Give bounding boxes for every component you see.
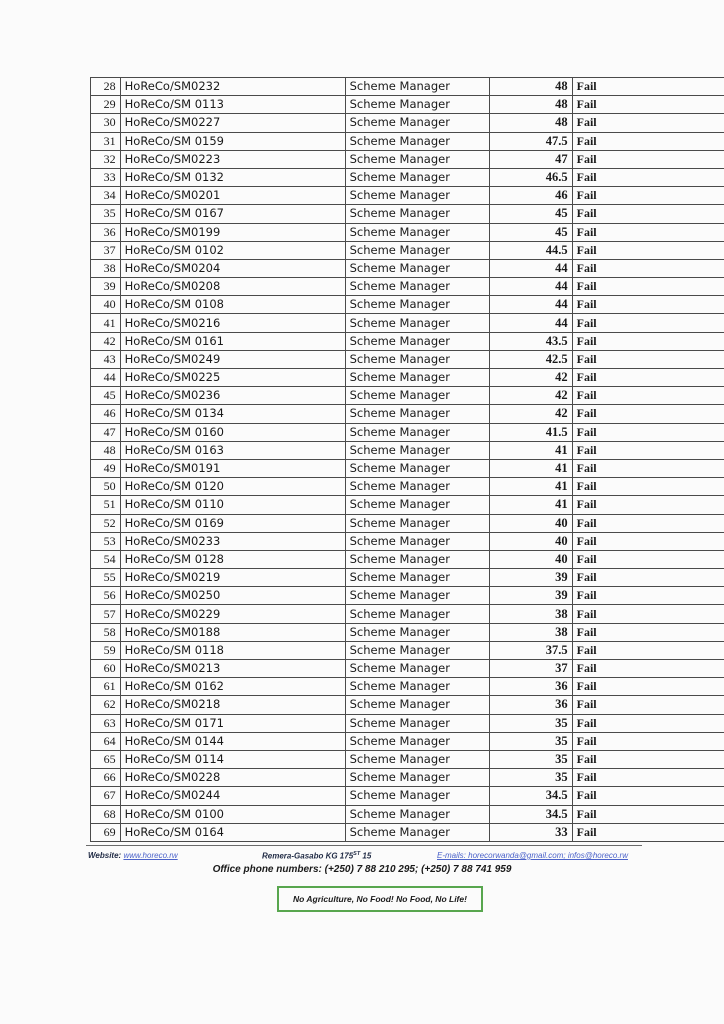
position-cell: Scheme Manager [345,132,489,150]
table-row [91,532,724,550]
result-cell: Fail [572,168,724,186]
candidate-code-cell: HoReCo/SM0233 [120,532,345,550]
position-cell: Scheme Manager [345,587,489,605]
score-cell: 40 [489,532,572,550]
score-cell: 39 [489,569,572,587]
position-cell: Scheme Manager [345,459,489,477]
position-cell: Scheme Manager [345,550,489,568]
footer-website [88,851,178,860]
row-number-cell: 53 [91,532,121,550]
table-row [91,696,724,714]
position-cell: Scheme Manager [345,150,489,168]
score-cell: 42.5 [489,350,572,368]
row-number-cell: 66 [91,769,121,787]
address-suffix: 15 [360,851,372,861]
position-cell: Scheme Manager [345,278,489,296]
candidate-code-cell: HoReCo/SM0213 [120,660,345,678]
table-row [91,641,724,659]
table-row [91,787,724,805]
candidate-code-cell: HoReCo/SM0201 [120,187,345,205]
row-number-cell: 36 [91,223,121,241]
position-cell: Scheme Manager [345,714,489,732]
result-cell: Fail [572,187,724,205]
row-number-cell: 61 [91,678,121,696]
result-cell: Fail [572,532,724,550]
result-cell: Fail [572,569,724,587]
result-cell: Fail [572,823,724,841]
score-cell: 37 [489,660,572,678]
candidate-code-cell: HoReCo/SM0188 [120,623,345,641]
table-row [91,441,724,459]
position-cell: Scheme Manager [345,223,489,241]
table-row [91,714,724,732]
position-cell: Scheme Manager [345,732,489,750]
position-cell: Scheme Manager [345,350,489,368]
table-row [91,587,724,605]
table-row [91,132,724,150]
position-cell: Scheme Manager [345,787,489,805]
table-row [91,150,724,168]
row-number-cell: 55 [91,569,121,587]
address-superscript: ST [353,851,361,857]
result-cell: Fail [572,223,724,241]
score-cell: 35 [489,714,572,732]
table-row [91,732,724,750]
motto-box [277,886,483,912]
candidate-code-cell: HoReCo/SM 0132 [120,168,345,186]
row-number-cell: 67 [91,787,121,805]
position-cell: Scheme Manager [345,823,489,841]
table-row [91,78,724,96]
candidate-code-cell: HoReCo/SM0227 [120,114,345,132]
candidate-code-cell: HoReCo/SM 0114 [120,750,345,768]
row-number-cell: 47 [91,423,121,441]
score-cell: 36 [489,696,572,714]
row-number-cell: 52 [91,514,121,532]
candidate-code-cell: HoReCo/SM 0159 [120,132,345,150]
score-cell: 44.5 [489,241,572,259]
score-cell: 41.5 [489,423,572,441]
website-link[interactable]: www.horeco.rw [123,851,178,860]
row-number-cell: 56 [91,587,121,605]
candidate-code-cell: HoReCo/SM 0144 [120,732,345,750]
candidate-code-cell: HoReCo/SM 0169 [120,514,345,532]
table-row [91,387,724,405]
result-cell: Fail [572,714,724,732]
table-row [91,569,724,587]
row-number-cell: 30 [91,114,121,132]
result-cell: Fail [572,496,724,514]
position-cell: Scheme Manager [345,569,489,587]
score-cell: 34.5 [489,805,572,823]
table-row [91,223,724,241]
position-cell: Scheme Manager [345,96,489,114]
candidate-code-cell: HoReCo/SM 0167 [120,205,345,223]
row-number-cell: 34 [91,187,121,205]
result-cell: Fail [572,278,724,296]
candidate-code-cell: HoReCo/SM0229 [120,605,345,623]
table-row [91,459,724,477]
candidate-code-cell: HoReCo/SM0199 [120,223,345,241]
position-cell: Scheme Manager [345,241,489,259]
result-cell: Fail [572,241,724,259]
result-cell: Fail [572,332,724,350]
result-cell: Fail [572,678,724,696]
row-number-cell: 44 [91,369,121,387]
result-cell: Fail [572,314,724,332]
score-cell: 42 [489,387,572,405]
result-cell: Fail [572,478,724,496]
candidate-code-cell: HoReCo/SM 0120 [120,478,345,496]
position-cell: Scheme Manager [345,296,489,314]
candidate-code-cell: HoReCo/SM 0162 [120,678,345,696]
position-cell: Scheme Manager [345,696,489,714]
row-number-cell: 37 [91,241,121,259]
footer-emails [437,851,628,860]
result-cell: Fail [572,405,724,423]
candidate-code-cell: HoReCo/SM0236 [120,387,345,405]
result-cell: Fail [572,550,724,568]
candidate-code-cell: HoReCo/SM 0128 [120,550,345,568]
position-cell: Scheme Manager [345,78,489,96]
position-cell: Scheme Manager [345,259,489,277]
candidate-code-cell: HoReCo/SM 0161 [120,332,345,350]
table-row [91,496,724,514]
score-cell: 47.5 [489,132,572,150]
position-cell: Scheme Manager [345,168,489,186]
table-row [91,296,724,314]
table-row [91,369,724,387]
result-cell: Fail [572,114,724,132]
score-cell: 45 [489,205,572,223]
score-cell: 35 [489,750,572,768]
table-row [91,660,724,678]
row-number-cell: 64 [91,732,121,750]
score-cell: 35 [489,732,572,750]
position-cell: Scheme Manager [345,369,489,387]
result-cell: Fail [572,259,724,277]
candidate-code-cell: HoReCo/SM0249 [120,350,345,368]
result-cell: Fail [572,423,724,441]
position-cell: Scheme Manager [345,387,489,405]
result-cell: Fail [572,787,724,805]
footer-divider [86,845,642,846]
candidate-code-cell: HoReCo/SM0225 [120,369,345,387]
candidate-code-cell: HoReCo/SM 0163 [120,441,345,459]
row-number-cell: 58 [91,623,121,641]
result-cell: Fail [572,587,724,605]
result-cell: Fail [572,296,724,314]
score-cell: 46.5 [489,168,572,186]
table-row [91,96,724,114]
result-cell: Fail [572,805,724,823]
score-cell: 41 [489,478,572,496]
row-number-cell: 29 [91,96,121,114]
position-cell: Scheme Manager [345,805,489,823]
address-prefix: Remera-Gasabo KG 175 [262,851,354,861]
result-cell: Fail [572,732,724,750]
table-row [91,405,724,423]
position-cell: Scheme Manager [345,423,489,441]
footer-address [262,851,371,861]
candidate-code-cell: HoReCo/SM0219 [120,569,345,587]
row-number-cell: 50 [91,478,121,496]
score-cell: 40 [489,514,572,532]
position-cell: Scheme Manager [345,496,489,514]
table-row [91,114,724,132]
row-number-cell: 60 [91,660,121,678]
row-number-cell: 43 [91,350,121,368]
table-row [91,278,724,296]
candidate-code-cell: HoReCo/SM 0134 [120,405,345,423]
row-number-cell: 31 [91,132,121,150]
candidate-code-cell: HoReCo/SM 0113 [120,96,345,114]
website-label: Website: [88,851,122,860]
candidate-code-cell: HoReCo/SM 0108 [120,296,345,314]
score-cell: 44 [489,278,572,296]
result-cell: Fail [572,696,724,714]
candidate-code-cell: HoReCo/SM0232 [120,78,345,96]
row-number-cell: 42 [91,332,121,350]
row-number-cell: 63 [91,714,121,732]
table-row [91,314,724,332]
row-number-cell: 45 [91,387,121,405]
position-cell: Scheme Manager [345,478,489,496]
row-number-cell: 59 [91,641,121,659]
office-phone-numbers: Office phone numbers: (+250) 7 88 210 295; (+250) 7 88 741 959 [212,864,512,875]
row-number-cell: 48 [91,441,121,459]
candidate-code-cell: HoReCo/SM0204 [120,259,345,277]
row-number-cell: 49 [91,459,121,477]
score-cell: 48 [489,114,572,132]
score-cell: 42 [489,369,572,387]
candidate-code-cell: HoReCo/SM0223 [120,150,345,168]
candidate-code-cell: HoReCo/SM0244 [120,787,345,805]
candidate-code-cell: HoReCo/SM 0100 [120,805,345,823]
table-row [91,332,724,350]
candidate-code-cell: HoReCo/SM0191 [120,459,345,477]
result-cell: Fail [572,350,724,368]
result-cell: Fail [572,769,724,787]
table-row [91,514,724,532]
score-cell: 37.5 [489,641,572,659]
table-row [91,678,724,696]
result-cell: Fail [572,623,724,641]
candidate-code-cell: HoReCo/SM0216 [120,314,345,332]
score-cell: 44 [489,314,572,332]
row-number-cell: 54 [91,550,121,568]
result-cell: Fail [572,605,724,623]
row-number-cell: 65 [91,750,121,768]
row-number-cell: 69 [91,823,121,841]
score-cell: 40 [489,550,572,568]
row-number-cell: 28 [91,78,121,96]
position-cell: Scheme Manager [345,605,489,623]
candidate-code-cell: HoReCo/SM 0160 [120,423,345,441]
position-cell: Scheme Manager [345,405,489,423]
candidate-code-cell: HoReCo/SM0250 [120,587,345,605]
score-cell: 41 [489,459,572,477]
score-cell: 34.5 [489,787,572,805]
table-row [91,769,724,787]
result-cell: Fail [572,641,724,659]
position-cell: Scheme Manager [345,678,489,696]
score-cell: 35 [489,769,572,787]
score-cell: 42 [489,405,572,423]
score-cell: 48 [489,96,572,114]
table-row [91,550,724,568]
table-row [91,823,724,841]
score-cell: 41 [489,441,572,459]
row-number-cell: 32 [91,150,121,168]
score-cell: 47 [489,150,572,168]
candidate-code-cell: HoReCo/SM0228 [120,769,345,787]
result-cell: Fail [572,459,724,477]
candidate-code-cell: HoReCo/SM 0118 [120,641,345,659]
score-cell: 41 [489,496,572,514]
position-cell: Scheme Manager [345,114,489,132]
position-cell: Scheme Manager [345,205,489,223]
result-cell: Fail [572,387,724,405]
results-table-body [91,78,724,842]
position-cell: Scheme Manager [345,769,489,787]
row-number-cell: 68 [91,805,121,823]
row-number-cell: 62 [91,696,121,714]
position-cell: Scheme Manager [345,750,489,768]
table-row [91,168,724,186]
position-cell: Scheme Manager [345,314,489,332]
score-cell: 38 [489,605,572,623]
result-cell: Fail [572,660,724,678]
position-cell: Scheme Manager [345,623,489,641]
score-cell: 39 [489,587,572,605]
results-table [90,77,724,842]
candidate-code-cell: HoReCo/SM 0171 [120,714,345,732]
candidate-code-cell: HoReCo/SM0218 [120,696,345,714]
table-row [91,187,724,205]
table-row [91,259,724,277]
row-number-cell: 46 [91,405,121,423]
row-number-cell: 38 [91,259,121,277]
result-cell: Fail [572,441,724,459]
score-cell: 38 [489,623,572,641]
position-cell: Scheme Manager [345,532,489,550]
score-cell: 43.5 [489,332,572,350]
candidate-code-cell: HoReCo/SM 0164 [120,823,345,841]
emails-link[interactable]: E-mails: horecorwanda@gmail.com; infos@horeco.rw [437,851,628,860]
result-cell: Fail [572,96,724,114]
row-number-cell: 51 [91,496,121,514]
table-row [91,605,724,623]
result-cell: Fail [572,514,724,532]
result-cell: Fail [572,205,724,223]
position-cell: Scheme Manager [345,332,489,350]
result-cell: Fail [572,132,724,150]
row-number-cell: 35 [91,205,121,223]
position-cell: Scheme Manager [345,660,489,678]
table-row [91,750,724,768]
candidate-code-cell: HoReCo/SM 0102 [120,241,345,259]
score-cell: 46 [489,187,572,205]
score-cell: 44 [489,296,572,314]
score-cell: 33 [489,823,572,841]
motto-text: No Agriculture, No Food! No Food, No Life! [293,894,467,904]
result-cell: Fail [572,369,724,387]
position-cell: Scheme Manager [345,441,489,459]
position-cell: Scheme Manager [345,187,489,205]
row-number-cell: 40 [91,296,121,314]
table-row [91,241,724,259]
row-number-cell: 41 [91,314,121,332]
candidate-code-cell: HoReCo/SM 0110 [120,496,345,514]
score-cell: 45 [489,223,572,241]
table-row [91,350,724,368]
result-cell: Fail [572,78,724,96]
score-cell: 48 [489,78,572,96]
table-row [91,205,724,223]
row-number-cell: 39 [91,278,121,296]
score-cell: 44 [489,259,572,277]
row-number-cell: 57 [91,605,121,623]
position-cell: Scheme Manager [345,641,489,659]
result-cell: Fail [572,150,724,168]
table-row [91,423,724,441]
score-cell: 36 [489,678,572,696]
table-row [91,478,724,496]
result-cell: Fail [572,750,724,768]
position-cell: Scheme Manager [345,514,489,532]
row-number-cell: 33 [91,168,121,186]
candidate-code-cell: HoReCo/SM0208 [120,278,345,296]
table-row [91,623,724,641]
table-row [91,805,724,823]
